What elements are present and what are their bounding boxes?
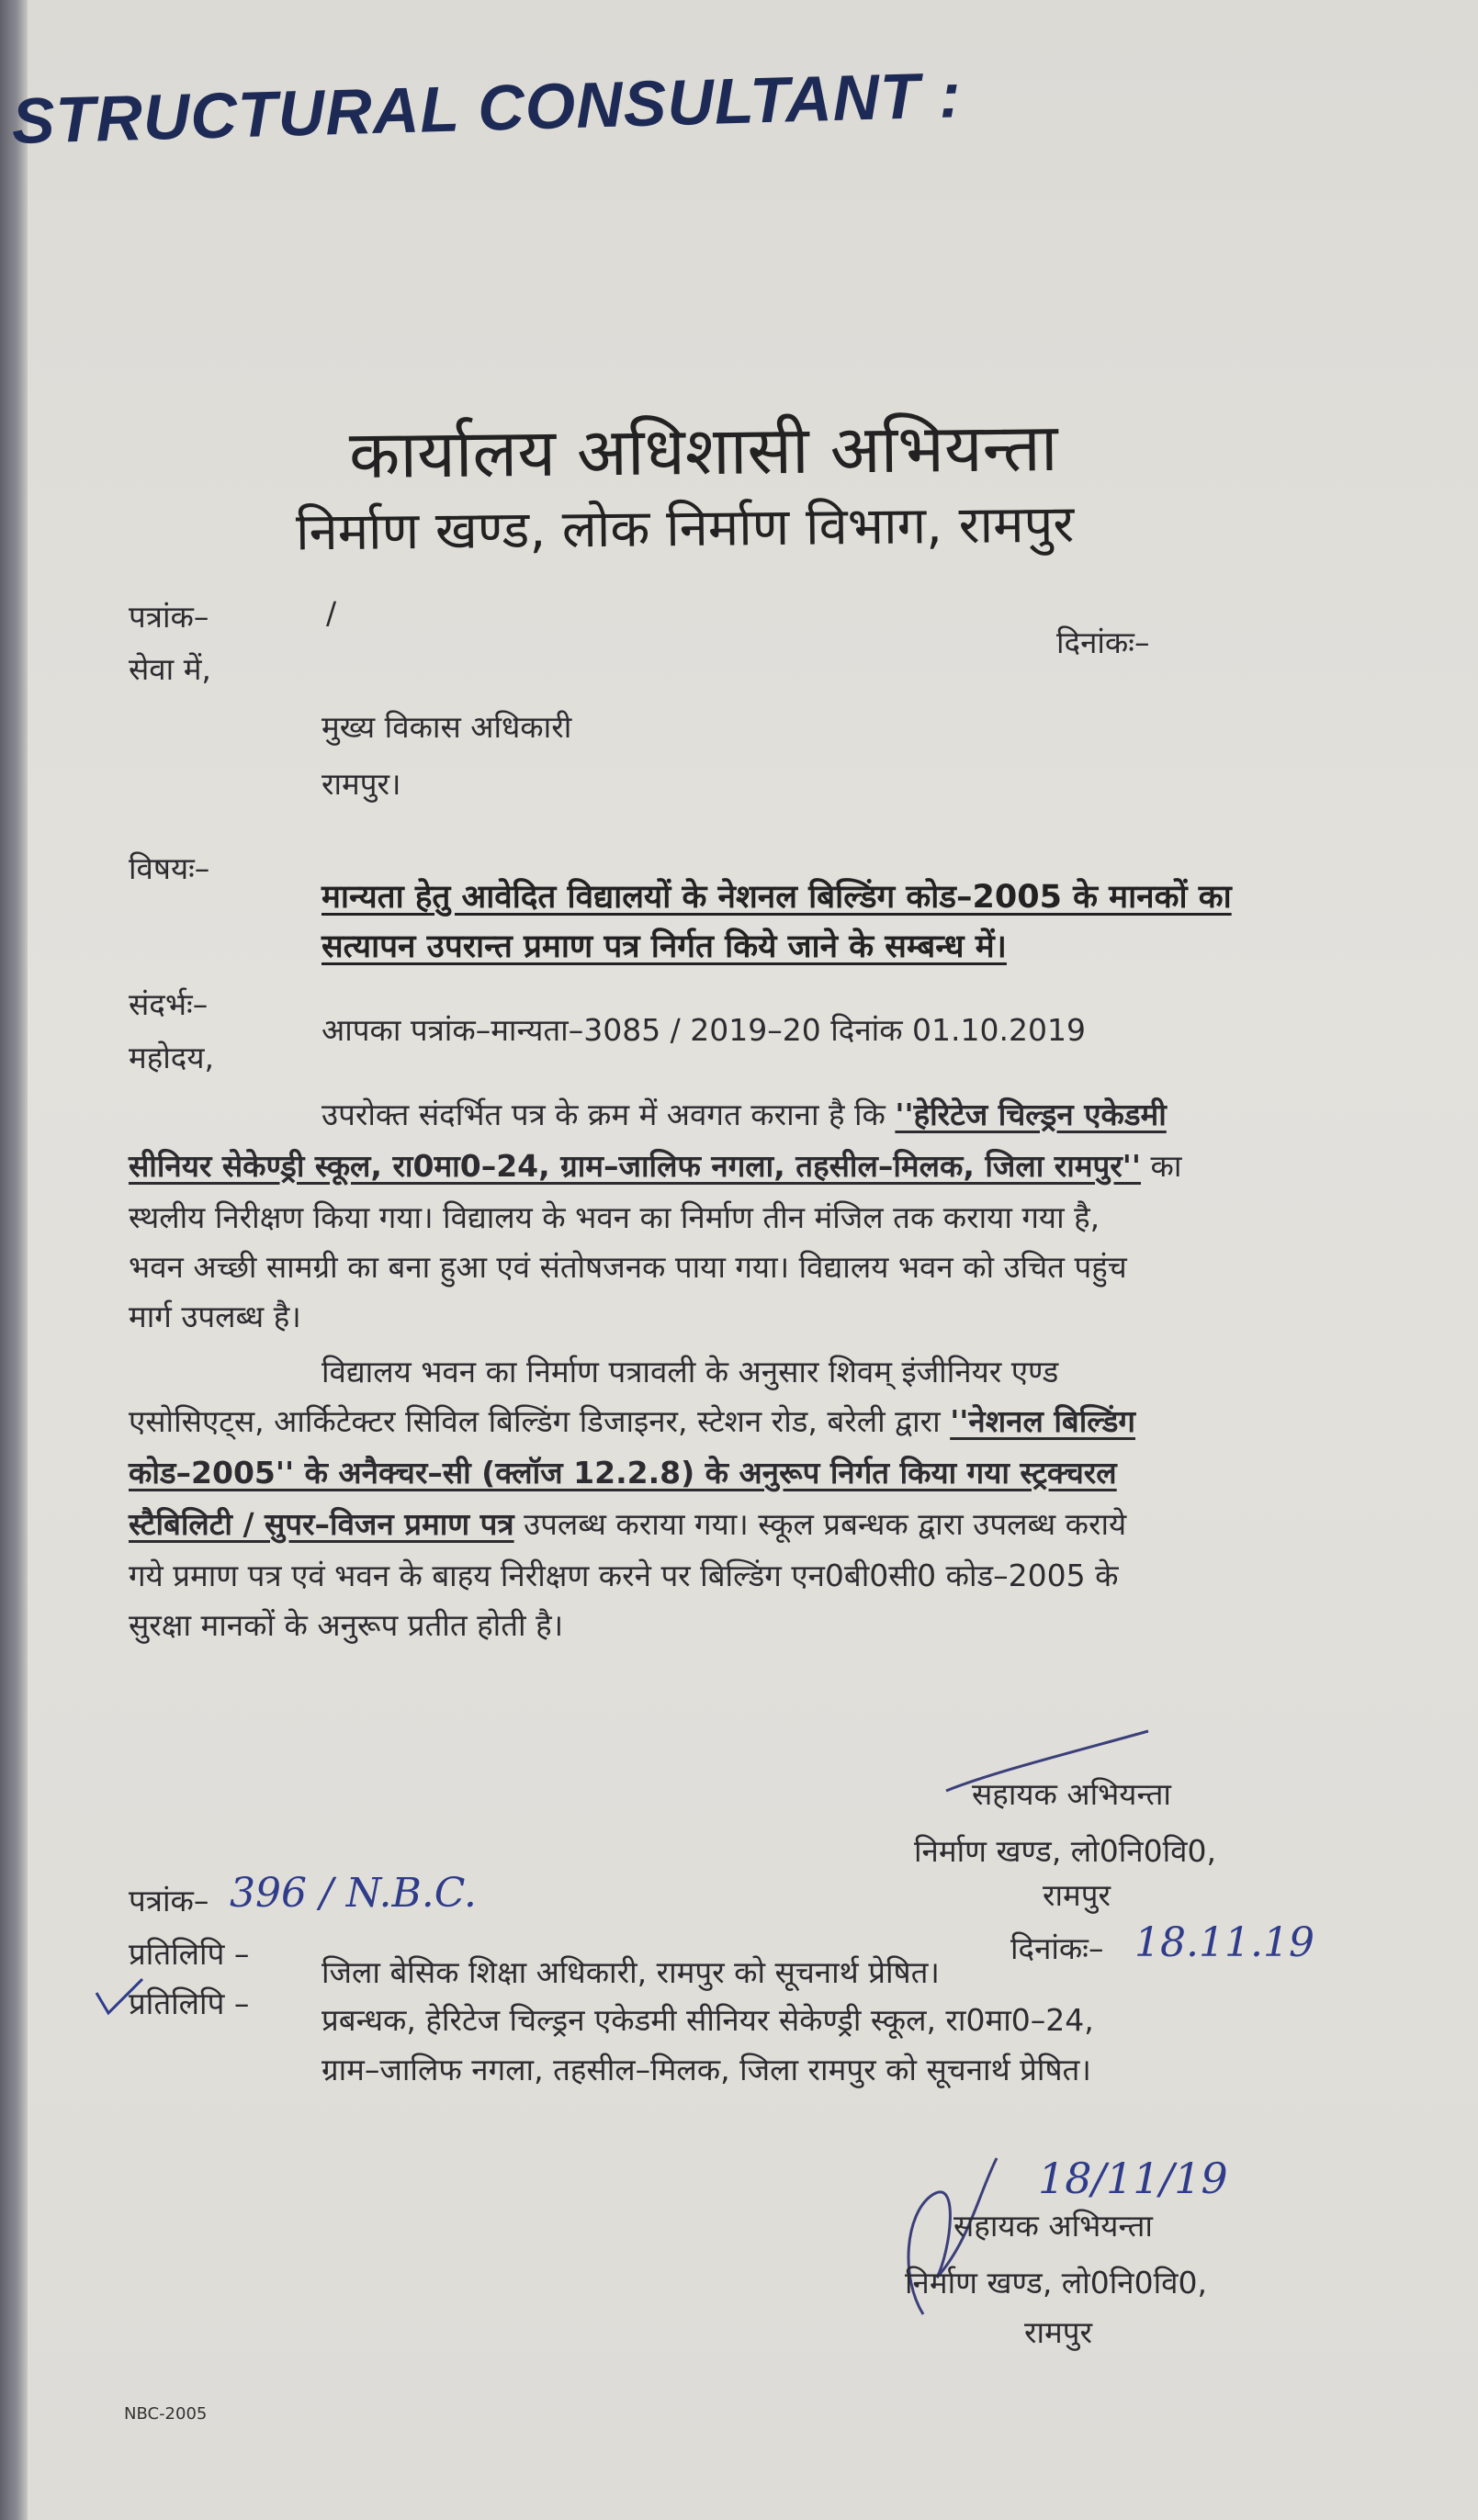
signature2-office: निर्माण खण्ड, लो0नि0वि0, [905, 2265, 1207, 2301]
recipient-line1: मुख्य विकास अधिकारी [322, 709, 572, 745]
footer-code: NBC-2005 [124, 2404, 208, 2424]
para2-line6: सुरक्षा मानकों के अनुरूप प्रतीत होती है। [129, 1607, 564, 1643]
office-subtitle: निर्माण खण्ड, लोक निर्माण विभाग, रामपुर [295, 494, 1075, 563]
patrank2-date: 18.11.19 [1134, 1919, 1314, 1966]
subject-label: विषयः– [129, 850, 210, 886]
recipient-line2: रामपुर। [322, 766, 401, 802]
para1-line1-text: उपरोक्त संदर्भित पत्र के क्रम में अवगत कराना है कि [322, 1097, 896, 1132]
subject-line1: मान्यता हेतु आवेदित विद्यालयों के नेशनल बिल्डिंग कोड–2005 के मानकों का [322, 879, 1232, 916]
section-heading: STRUCTURAL CONSULTANT : [10, 59, 963, 158]
copy1-text: जिला बेसिक शिक्षा अधिकारी, रामपुर को सूचनार्थ प्रेषित। [322, 1954, 940, 1990]
signature1-place: रामपुर [1043, 1877, 1111, 1913]
para2-line2 [129, 1400, 1135, 1441]
para2-line2-text: एसोसिएट्स, आर्किटेक्टर सिविल बिल्डिंग डिजाइनर, स्टेशन रोड, बरेली द्वारा [129, 1403, 951, 1439]
para2-line4 [129, 1502, 1126, 1544]
copy2-text2: ग्राम–जालिफ नगला, तहसील–मिलक, जिला रामपुर को सूचनार्थ प्रेषित। [322, 2052, 1091, 2087]
office-title: कार्यालय अधिशासी अभियन्ता [348, 408, 1058, 494]
signature2-place: रामपुर [1024, 2314, 1093, 2350]
copy2-label: प्रतिलिपि – [129, 1986, 250, 2021]
para1-line4: भवन अच्छी सामग्री का बना हुआ एवं संतोषजनक पाया गया। विद्यालय भवन को उचित पहुंच [129, 1249, 1127, 1285]
para2-line5: गये प्रमाण पत्र एवं भवन के बाहय निरीक्षण करने पर बिल्डिंग एन0बी0सी0 कोड–2005 के [129, 1558, 1119, 1593]
seva-label: सेवा में, [129, 651, 211, 687]
patrank2-label: पत्रांक– [129, 1883, 209, 1918]
para2-line4-text: उपलब्ध कराया गया। स्कूल प्रबन्धक द्वारा उपलब्ध कराये [513, 1506, 1127, 1542]
patrank2-number: 396 / N.B.C. [230, 1870, 477, 1917]
signature1-designation: सहायक अभियन्ता [972, 1776, 1171, 1812]
certificate-name: स्टैबिलिटी / सुपर–विजन प्रमाण पत्र [129, 1506, 514, 1542]
para1-line1 [322, 1093, 1167, 1134]
patrank-label: पत्रांक– [129, 599, 209, 635]
salutation: महोदय, [129, 1040, 214, 1075]
para1-line2-tail: का [1141, 1148, 1182, 1184]
signature1-office: निर्माण खण्ड, लो0नि0वि0, [914, 1833, 1216, 1869]
copy2-text1: प्रबन्धक, हेरिटेज चिल्ड्रन एकेडमी सीनियर सेकेण्ड्री स्कूल, रा0मा0–24, [322, 2002, 1094, 2038]
nbc-ref-part1: ''नेशनल बिल्डिंग [950, 1403, 1135, 1439]
patrank-slash: / [326, 595, 337, 631]
subject-line2: सत्यापन उपरान्त प्रमाण पत्र निर्गत किये जाने के सम्बन्ध में। [322, 928, 1007, 965]
reference-text: आपका पत्रांक–मान्यता–3085 / 2019–20 दिनांक 01.10.2019 [322, 1012, 1086, 1048]
book-binding-edge [0, 0, 28, 2520]
para1-line2 [129, 1144, 1181, 1186]
dinank-label: दिनांकः– [1056, 624, 1150, 660]
signature2-handwritten-date: 18/11/19 [1038, 2154, 1228, 2203]
para2-line3: कोड–2005'' के अनैक्चर–सी (क्लॉज 12.2.8) के अनुरूप निर्गत किया गया स्ट्रक्चरल [129, 1455, 1117, 1491]
school-name-part2: सीनियर सेकेण्ड्री स्कूल, रा0मा0–24, ग्राम–जालिफ नगला, तहसील–मिलक, जिला रामपुर'' [129, 1148, 1142, 1184]
para2-line1: विद्यालय भवन का निर्माण पत्रावली के अनुसार शिवम् इंजीनियर एण्ड [322, 1354, 1059, 1389]
reference-label: संदर्भः– [129, 986, 209, 1022]
para1-line3: स्थलीय निरीक्षण किया गया। विद्यालय के भवन का निर्माण तीन मंजिल तक कराया गया है, [129, 1199, 1100, 1235]
para1-line5: मार्ग उपलब्ध है। [129, 1299, 301, 1334]
copy1-label: प्रतिलिपि – [129, 1936, 250, 1972]
patrank2-dinank-label: दिनांकः– [1010, 1930, 1104, 1966]
signature2-designation: सहायक अभियन्ता [953, 2208, 1153, 2244]
school-name-part1: ''हेरिटेज चिल्ड्रन एकेडमी [895, 1097, 1167, 1132]
